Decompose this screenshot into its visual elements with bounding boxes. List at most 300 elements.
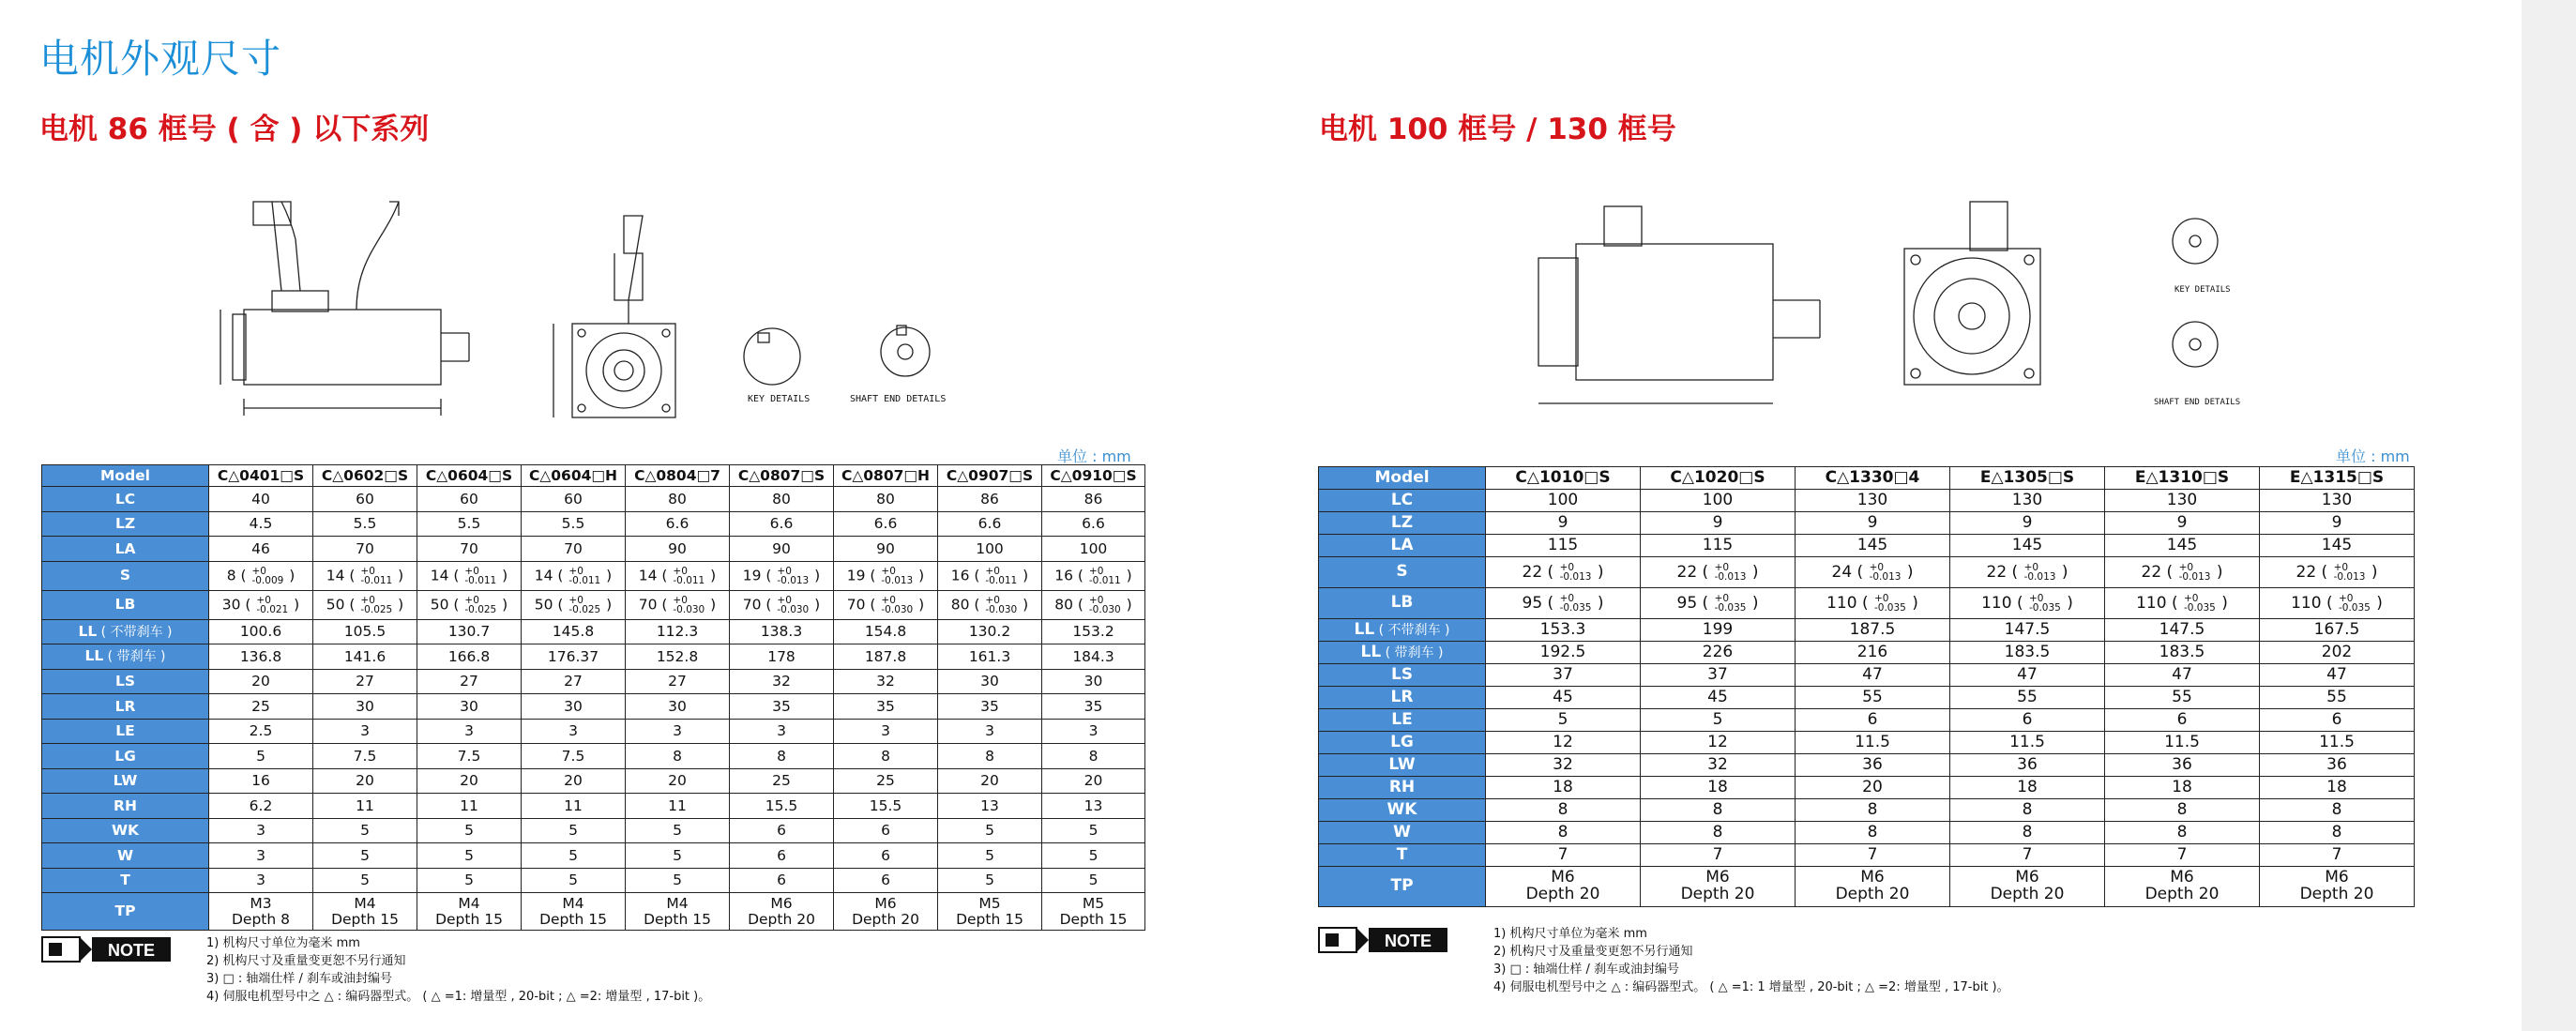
row-label-tp: TP: [1319, 867, 1486, 907]
table-cell: 115: [1641, 535, 1796, 557]
table-cell: 27: [417, 669, 522, 694]
table-cell: 6: [730, 818, 834, 843]
table-cell: 5: [313, 818, 417, 843]
table-cell: 18: [2260, 777, 2415, 799]
table-cell: 6: [834, 868, 938, 893]
table-cell: 5: [1641, 709, 1796, 732]
table-row: [1319, 732, 2415, 754]
row-label-s: S: [42, 561, 209, 590]
table-cell: 145.8: [522, 619, 626, 644]
table-row: [42, 768, 1145, 794]
table-row: [1319, 535, 2415, 557]
table-cell: 8: [626, 744, 730, 769]
table-cell: M6 Depth 20: [2260, 867, 2415, 907]
right-note-line: 4) 伺服电机型号中之 △ : 编码器型式。 ( △ =1: 1 增量型 , 20-bit ; △ =2: 增量型 , 17-bit )。: [1493, 980, 2009, 994]
table-cell: 5: [1042, 818, 1145, 843]
table-row: [1319, 619, 2415, 642]
table-cell: 6: [834, 843, 938, 869]
table-cell: 15.5: [834, 794, 938, 819]
table-cell: 35: [938, 694, 1042, 720]
table-cell: 90: [834, 537, 938, 562]
table-cell: 3: [730, 719, 834, 744]
row-label-ll: LL ( 带刹车 ): [42, 644, 209, 670]
table-cell: 12: [1486, 732, 1641, 754]
table-cell: 5: [626, 818, 730, 843]
table-cell: 70 ( +0 -0.030 ): [730, 590, 834, 619]
table-row: [42, 818, 1145, 843]
table-cell: 7: [1950, 844, 2105, 867]
table-cell: 15.5: [730, 794, 834, 819]
table-cell: 30: [522, 694, 626, 720]
table-cell: 7: [2260, 844, 2415, 867]
table-cell: 60: [522, 487, 626, 512]
table-cell: 32: [730, 669, 834, 694]
left-key-details-label: KEY DETAILS: [748, 394, 811, 404]
model-name-cell: C△1010□S: [1486, 467, 1641, 490]
row-label-lr: LR: [1319, 687, 1486, 709]
row-label-lw: LW: [1319, 754, 1486, 777]
table-cell: 6: [2260, 709, 2415, 732]
right-note-badge-text: NOTE: [1384, 932, 1432, 950]
table-cell: 187.8: [834, 644, 938, 670]
row-label-note: ( 不带刹车 ): [1374, 622, 1450, 638]
table-cell: 226: [1641, 642, 1796, 664]
table-cell: 40: [209, 487, 313, 512]
table-cell: M6 Depth 20: [834, 893, 938, 931]
table-cell: 6.6: [834, 511, 938, 537]
table-cell: 20: [1796, 777, 1950, 799]
tolerance: +0 -0.035: [2028, 593, 2061, 614]
table-cell: 70: [313, 537, 417, 562]
table-cell: 7: [1641, 844, 1796, 867]
table-cell: 8: [1641, 822, 1796, 844]
table-cell: 16 ( +0 -0.011 ): [1042, 561, 1145, 590]
model-name-cell: C△0804□7: [626, 465, 730, 487]
tolerance: +0 -0.011: [360, 565, 393, 586]
table-cell: 7.5: [313, 744, 417, 769]
tolerance: +0 -0.021: [256, 594, 289, 615]
table-cell: 5: [313, 843, 417, 869]
table-cell: 22 ( +0 -0.013 ): [1486, 557, 1641, 588]
table-row: [1319, 687, 2415, 709]
tolerance: +0 -0.030: [673, 594, 705, 615]
table-cell: M3 Depth 8: [209, 893, 313, 931]
row-label-s: S: [1319, 557, 1486, 588]
table-cell: 8: [834, 744, 938, 769]
table-cell: 2.5: [209, 719, 313, 744]
table-cell: 30: [417, 694, 522, 720]
left-note-badge-text: NOTE: [107, 941, 156, 960]
table-cell: 145: [1950, 535, 2105, 557]
row-label-t: T: [1319, 844, 1486, 867]
table-cell: 18: [1641, 777, 1796, 799]
table-cell: 19 ( +0 -0.013 ): [834, 561, 938, 590]
table-cell: 130.2: [938, 619, 1042, 644]
tolerance: +0 -0.013: [2023, 562, 2056, 583]
row-label-lc: LC: [1319, 490, 1486, 512]
table-cell: 5: [522, 843, 626, 869]
left-unit-label: 单位 : mm: [1057, 447, 1131, 465]
tolerance: +0 -0.011: [985, 565, 1018, 586]
tolerance: +0 -0.011: [568, 565, 601, 586]
table-cell: 30 ( +0 -0.021 ): [209, 590, 313, 619]
table-cell: 8: [1950, 822, 2105, 844]
table-cell: 14 ( +0 -0.011 ): [417, 561, 522, 590]
table-cell: 16 ( +0 -0.011 ): [938, 561, 1042, 590]
table-cell: 5: [417, 868, 522, 893]
table-cell: 3: [209, 843, 313, 869]
table-cell: 147.5: [1950, 619, 2105, 642]
table-cell: 11: [522, 794, 626, 819]
tolerance: +0 -0.011: [673, 565, 705, 586]
table-cell: 6.6: [1042, 511, 1145, 537]
table-cell: 178: [730, 644, 834, 670]
table-cell: 8: [1796, 822, 1950, 844]
row-label-lg: LG: [1319, 732, 1486, 754]
row-label-w: W: [42, 843, 209, 869]
table-row: [42, 537, 1145, 562]
tolerance: +0 -0.013: [2333, 562, 2366, 583]
table-cell: 9: [2105, 512, 2260, 535]
table-cell: 9: [1950, 512, 2105, 535]
table-cell: 32: [1641, 754, 1796, 777]
page-edge-strip: [2522, 0, 2576, 1031]
table-cell: 9: [2260, 512, 2415, 535]
table-cell: 20: [626, 768, 730, 794]
table-cell: 8: [1486, 822, 1641, 844]
table-cell: 35: [1042, 694, 1145, 720]
table-cell: 9: [1796, 512, 1950, 535]
row-label-rh: RH: [42, 794, 209, 819]
table-cell: M6 Depth 20: [1641, 867, 1796, 907]
table-cell: 153.3: [1486, 619, 1641, 642]
table-cell: 27: [313, 669, 417, 694]
model-row: [42, 465, 1145, 487]
table-cell: 187.5: [1796, 619, 1950, 642]
table-cell: M4 Depth 15: [417, 893, 522, 931]
table-cell: 27: [522, 669, 626, 694]
row-label-wk: WK: [1319, 799, 1486, 822]
model-name-cell: C△0401□S: [209, 465, 313, 487]
table-cell: 100: [1641, 490, 1796, 512]
table-cell: 16: [209, 768, 313, 794]
table-cell: 7: [2105, 844, 2260, 867]
right-dimension-drawing: [1520, 192, 2233, 422]
right-note-line: 1) 机构尺寸单位为毫米 mm: [1493, 927, 1647, 941]
table-cell: 154.8: [834, 619, 938, 644]
table-cell: 5.5: [522, 511, 626, 537]
row-label-rh: RH: [1319, 777, 1486, 799]
model-name-cell: C△0910□S: [1042, 465, 1145, 487]
table-cell: 5: [1042, 843, 1145, 869]
table-cell: 37: [1486, 664, 1641, 687]
table-cell: 183.5: [1950, 642, 2105, 664]
table-row: [1319, 664, 2415, 687]
tolerance: +0 -0.025: [360, 594, 393, 615]
row-label-note: ( 带刹车 ): [103, 649, 166, 665]
right-unit-label: 单位 : mm: [2336, 447, 2410, 465]
table-cell: 5: [1042, 868, 1145, 893]
table-row: [1319, 754, 2415, 777]
table-cell: 3: [522, 719, 626, 744]
table-cell: 199: [1641, 619, 1796, 642]
table-cell: 153.2: [1042, 619, 1145, 644]
table-cell: 6.2: [209, 794, 313, 819]
row-label-lb: LB: [1319, 588, 1486, 619]
table-cell: 50 ( +0 -0.025 ): [522, 590, 626, 619]
table-cell: 3: [1042, 719, 1145, 744]
tolerance: +0 -0.013: [2178, 562, 2211, 583]
table-row: [1319, 642, 2415, 664]
table-cell: 8: [1641, 799, 1796, 822]
table-cell: 11.5: [2105, 732, 2260, 754]
table-cell: 20: [417, 768, 522, 794]
table-cell: 152.8: [626, 644, 730, 670]
table-row: [1319, 867, 2415, 907]
table-cell: 112.3: [626, 619, 730, 644]
row-label-lz: LZ: [1319, 512, 1486, 535]
row-label-wk: WK: [42, 818, 209, 843]
table-cell: 6.6: [938, 511, 1042, 537]
table-cell: 110 ( +0 -0.035 ): [1950, 588, 2105, 619]
table-cell: M6 Depth 20: [1796, 867, 1950, 907]
table-cell: 7.5: [417, 744, 522, 769]
table-row: [42, 669, 1145, 694]
table-cell: 55: [2260, 687, 2415, 709]
table-row: [1319, 709, 2415, 732]
row-label-note: ( 带刹车 ): [1381, 644, 1444, 660]
table-row: [42, 619, 1145, 644]
table-cell: 11.5: [2260, 732, 2415, 754]
table-cell: 216: [1796, 642, 1950, 664]
table-cell: 141.6: [313, 644, 417, 670]
table-cell: 176.37: [522, 644, 626, 670]
table-cell: 24 ( +0 -0.013 ): [1796, 557, 1950, 588]
table-cell: M4 Depth 15: [626, 893, 730, 931]
table-row: [1319, 799, 2415, 822]
row-label-lw: LW: [42, 768, 209, 794]
table-cell: M6 Depth 20: [730, 893, 834, 931]
table-cell: 11.5: [1796, 732, 1950, 754]
model-name-cell: C△0807□S: [730, 465, 834, 487]
table-cell: 110 ( +0 -0.035 ): [2105, 588, 2260, 619]
table-cell: 145: [2105, 535, 2260, 557]
tolerance: +0 -0.030: [1088, 594, 1121, 615]
table-cell: M4 Depth 15: [313, 893, 417, 931]
table-row: [42, 719, 1145, 744]
table-cell: 6.6: [626, 511, 730, 537]
table-cell: 5: [522, 818, 626, 843]
table-cell: 70 ( +0 -0.030 ): [626, 590, 730, 619]
tolerance: +0 -0.035: [1714, 593, 1747, 614]
table-cell: 36: [2260, 754, 2415, 777]
table-cell: 11: [313, 794, 417, 819]
table-cell: 5: [522, 868, 626, 893]
model-name-cell: C△0604□H: [522, 465, 626, 487]
table-cell: 130: [2105, 490, 2260, 512]
table-cell: M6 Depth 20: [2105, 867, 2260, 907]
tolerance: +0 -0.013: [1559, 562, 1592, 583]
table-row: [1319, 822, 2415, 844]
table-cell: 5: [1486, 709, 1641, 732]
table-row: [1319, 588, 2415, 619]
tolerance: +0 -0.009: [251, 565, 284, 586]
tolerance: +0 -0.030: [777, 594, 810, 615]
table-row: [1319, 557, 2415, 588]
table-cell: 100: [938, 537, 1042, 562]
table-cell: 192.5: [1486, 642, 1641, 664]
table-row: [42, 744, 1145, 769]
table-cell: 7: [1486, 844, 1641, 867]
table-cell: 80 ( +0 -0.030 ): [938, 590, 1042, 619]
tolerance: +0 -0.035: [1559, 593, 1592, 614]
row-label-ls: LS: [42, 669, 209, 694]
table-cell: 8: [1950, 799, 2105, 822]
table-cell: M6 Depth 20: [1486, 867, 1641, 907]
model-name-cell: C△1330□4: [1796, 467, 1950, 490]
table-cell: 55: [1796, 687, 1950, 709]
table-cell: 18: [1486, 777, 1641, 799]
table-cell: 11: [417, 794, 522, 819]
table-cell: 45: [1641, 687, 1796, 709]
tolerance: +0 -0.025: [568, 594, 601, 615]
table-cell: 18: [2105, 777, 2260, 799]
model-name-cell: C△0604□S: [417, 465, 522, 487]
table-cell: 5: [626, 843, 730, 869]
table-cell: 55: [2105, 687, 2260, 709]
left-notes: [206, 934, 710, 1006]
table-cell: 5: [313, 868, 417, 893]
table-cell: 105.5: [313, 619, 417, 644]
row-label-la: LA: [1319, 535, 1486, 557]
table-cell: 80 ( +0 -0.030 ): [1042, 590, 1145, 619]
right-note-line: 3) □ : 轴端仕样 / 刹车或油封编号: [1493, 963, 1680, 977]
table-cell: 8: [2105, 822, 2260, 844]
model-header-cell: Model: [1319, 467, 1486, 490]
table-row: [1319, 844, 2415, 867]
table-cell: 138.3: [730, 619, 834, 644]
left-note-badge: [41, 933, 173, 965]
table-cell: 5: [938, 868, 1042, 893]
table-cell: 130: [1950, 490, 2105, 512]
left-dimension-table: [41, 464, 1145, 931]
row-label-lr: LR: [42, 694, 209, 720]
table-cell: 130: [2260, 490, 2415, 512]
table-cell: 86: [1042, 487, 1145, 512]
table-cell: 46: [209, 537, 313, 562]
table-cell: 8: [1042, 744, 1145, 769]
table-cell: M6 Depth 20: [1950, 867, 2105, 907]
model-name-cell: C△1020□S: [1641, 467, 1796, 490]
table-cell: 115: [1486, 535, 1641, 557]
model-name-cell: E△1305□S: [1950, 467, 2105, 490]
table-cell: 22 ( +0 -0.013 ): [1950, 557, 2105, 588]
table-cell: 6: [1950, 709, 2105, 732]
tolerance: +0 -0.013: [777, 565, 810, 586]
table-cell: 6: [2105, 709, 2260, 732]
table-cell: 3: [626, 719, 730, 744]
page-title: 电机外观尺寸: [39, 36, 282, 82]
table-cell: 22 ( +0 -0.013 ): [2105, 557, 2260, 588]
table-cell: 7.5: [522, 744, 626, 769]
table-cell: 20: [938, 768, 1042, 794]
row-label-le: LE: [42, 719, 209, 744]
table-cell: 8 ( +0 -0.009 ): [209, 561, 313, 590]
table-cell: 22 ( +0 -0.013 ): [1641, 557, 1796, 588]
table-cell: 8: [730, 744, 834, 769]
table-cell: 7: [1796, 844, 1950, 867]
table-cell: 183.5: [2105, 642, 2260, 664]
table-cell: 36: [1796, 754, 1950, 777]
table-cell: 80: [834, 487, 938, 512]
row-label-lb: LB: [42, 590, 209, 619]
table-cell: 8: [1796, 799, 1950, 822]
table-cell: M4 Depth 15: [522, 893, 626, 931]
table-cell: 50 ( +0 -0.025 ): [417, 590, 522, 619]
table-cell: 95 ( +0 -0.035 ): [1486, 588, 1641, 619]
table-cell: 136.8: [209, 644, 313, 670]
table-cell: 80: [730, 487, 834, 512]
table-cell: 32: [834, 669, 938, 694]
table-cell: 202: [2260, 642, 2415, 664]
table-cell: 90: [730, 537, 834, 562]
table-cell: 3: [938, 719, 1042, 744]
table-cell: 100.6: [209, 619, 313, 644]
row-label-tp: TP: [42, 893, 209, 931]
table-row: [42, 561, 1145, 590]
table-cell: 13: [1042, 794, 1145, 819]
table-cell: 5: [938, 818, 1042, 843]
table-cell: 30: [313, 694, 417, 720]
table-cell: 35: [834, 694, 938, 720]
row-label-lz: LZ: [42, 511, 209, 537]
table-cell: 36: [1950, 754, 2105, 777]
left-shaft-end-label: SHAFT END DETAILS: [850, 394, 947, 404]
table-row: [42, 893, 1145, 931]
tolerance: +0 -0.035: [2338, 593, 2371, 614]
right-section-title: 电机 100 框号 / 130 框号: [1319, 113, 1676, 146]
tolerance: +0 -0.013: [1869, 562, 1902, 583]
table-cell: 50 ( +0 -0.025 ): [313, 590, 417, 619]
table-cell: 19 ( +0 -0.013 ): [730, 561, 834, 590]
table-cell: 6: [1796, 709, 1950, 732]
table-cell: 70 ( +0 -0.030 ): [834, 590, 938, 619]
table-cell: 25: [834, 768, 938, 794]
table-cell: 47: [2105, 664, 2260, 687]
model-row: [1319, 467, 2415, 490]
table-cell: 90: [626, 537, 730, 562]
table-cell: 6: [730, 868, 834, 893]
table-cell: 147.5: [2105, 619, 2260, 642]
tolerance: +0 -0.025: [464, 594, 497, 615]
left-note-line: 4) 伺服电机型号中之 △ : 编码器型式。 ( △ =1: 增量型 , 20-bit ; △ =2: 增量型 , 17-bit )。: [206, 990, 711, 1004]
model-name-cell: E△1315□S: [2260, 467, 2415, 490]
table-row: [42, 694, 1145, 720]
table-cell: 18: [1950, 777, 2105, 799]
table-cell: 167.5: [2260, 619, 2415, 642]
right-dimension-table: [1318, 466, 2415, 907]
row-label-le: LE: [1319, 709, 1486, 732]
table-cell: M5 Depth 15: [1042, 893, 1145, 931]
tolerance: +0 -0.030: [985, 594, 1018, 615]
row-label-w: W: [1319, 822, 1486, 844]
tolerance: +0 -0.035: [2183, 593, 2216, 614]
table-cell: 9: [1486, 512, 1641, 535]
table-cell: 20: [522, 768, 626, 794]
table-cell: 110 ( +0 -0.035 ): [1796, 588, 1950, 619]
table-cell: 35: [730, 694, 834, 720]
right-note-line: 2) 机构尺寸及重量变更恕不另行通知: [1493, 945, 1693, 959]
